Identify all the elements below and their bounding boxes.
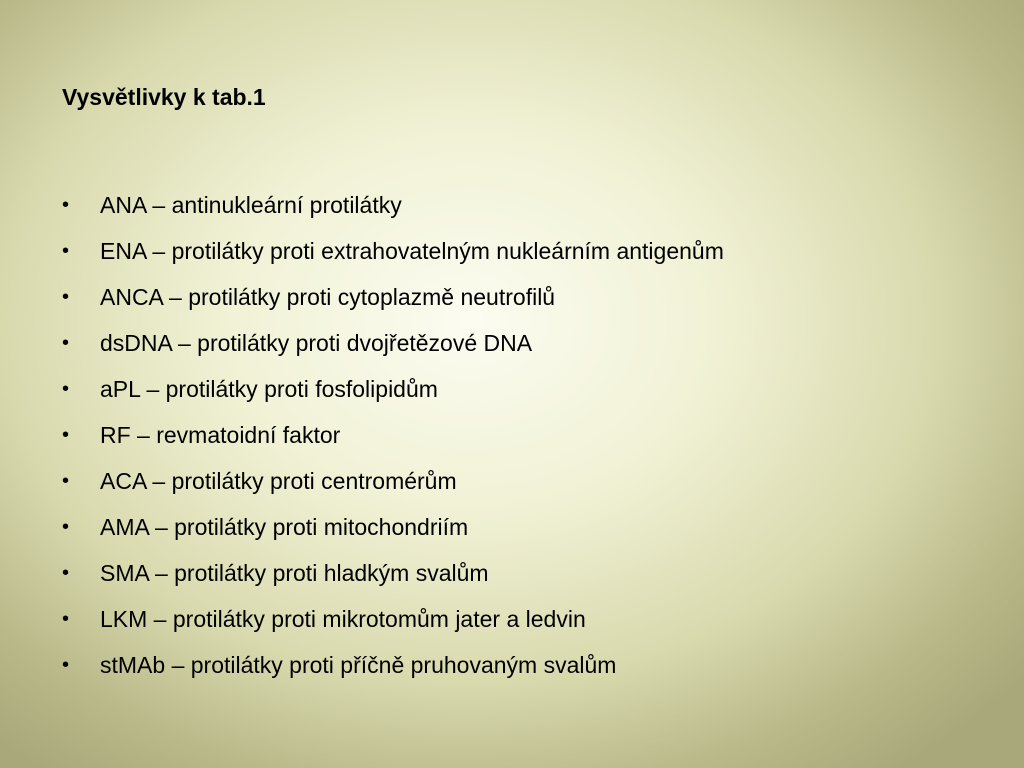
bullet-icon: • (62, 562, 70, 584)
slide-title: Vysvětlivky k tab.1 (62, 84, 266, 110)
list-item-text: dsDNA – protilátky proti dvojřetězové DNA (100, 330, 533, 356)
bullet-icon: • (62, 516, 70, 538)
list-item-text: aPL – protilátky proti fosfolipidům (100, 376, 438, 402)
bullet-icon: • (62, 654, 70, 676)
list-item-text: RF – revmatoidní faktor (100, 422, 341, 448)
list-item-text: ANA – antinukleární protilátky (100, 192, 402, 218)
bullet-icon: • (62, 470, 70, 492)
list-item-text: ANCA – protilátky proti cytoplazmě neutrofilů (100, 284, 556, 310)
bullet-icon: • (62, 424, 70, 446)
list-item-text: ENA – protilátky proti extrahovatelným nukleárním antigenům (100, 238, 724, 264)
bullet-icon: • (62, 608, 70, 630)
list-item-text: stMAb – protilátky proti příčně pruhovaným svalům (100, 652, 617, 678)
list-item-text: AMA – protilátky proti mitochondriím (100, 514, 469, 540)
list-item-text: ACA – protilátky proti centromérům (100, 468, 457, 494)
bullet-icon: • (62, 194, 70, 216)
bullet-icon: • (62, 332, 70, 354)
bullet-icon: • (62, 286, 70, 308)
list-item-text: SMA – protilátky proti hladkým svalům (100, 560, 489, 586)
bullet-icon: • (62, 378, 70, 400)
bullet-icon: • (62, 240, 70, 262)
list-item-text: LKM – protilátky proti mikrotomům jater a ledvin (100, 606, 586, 632)
